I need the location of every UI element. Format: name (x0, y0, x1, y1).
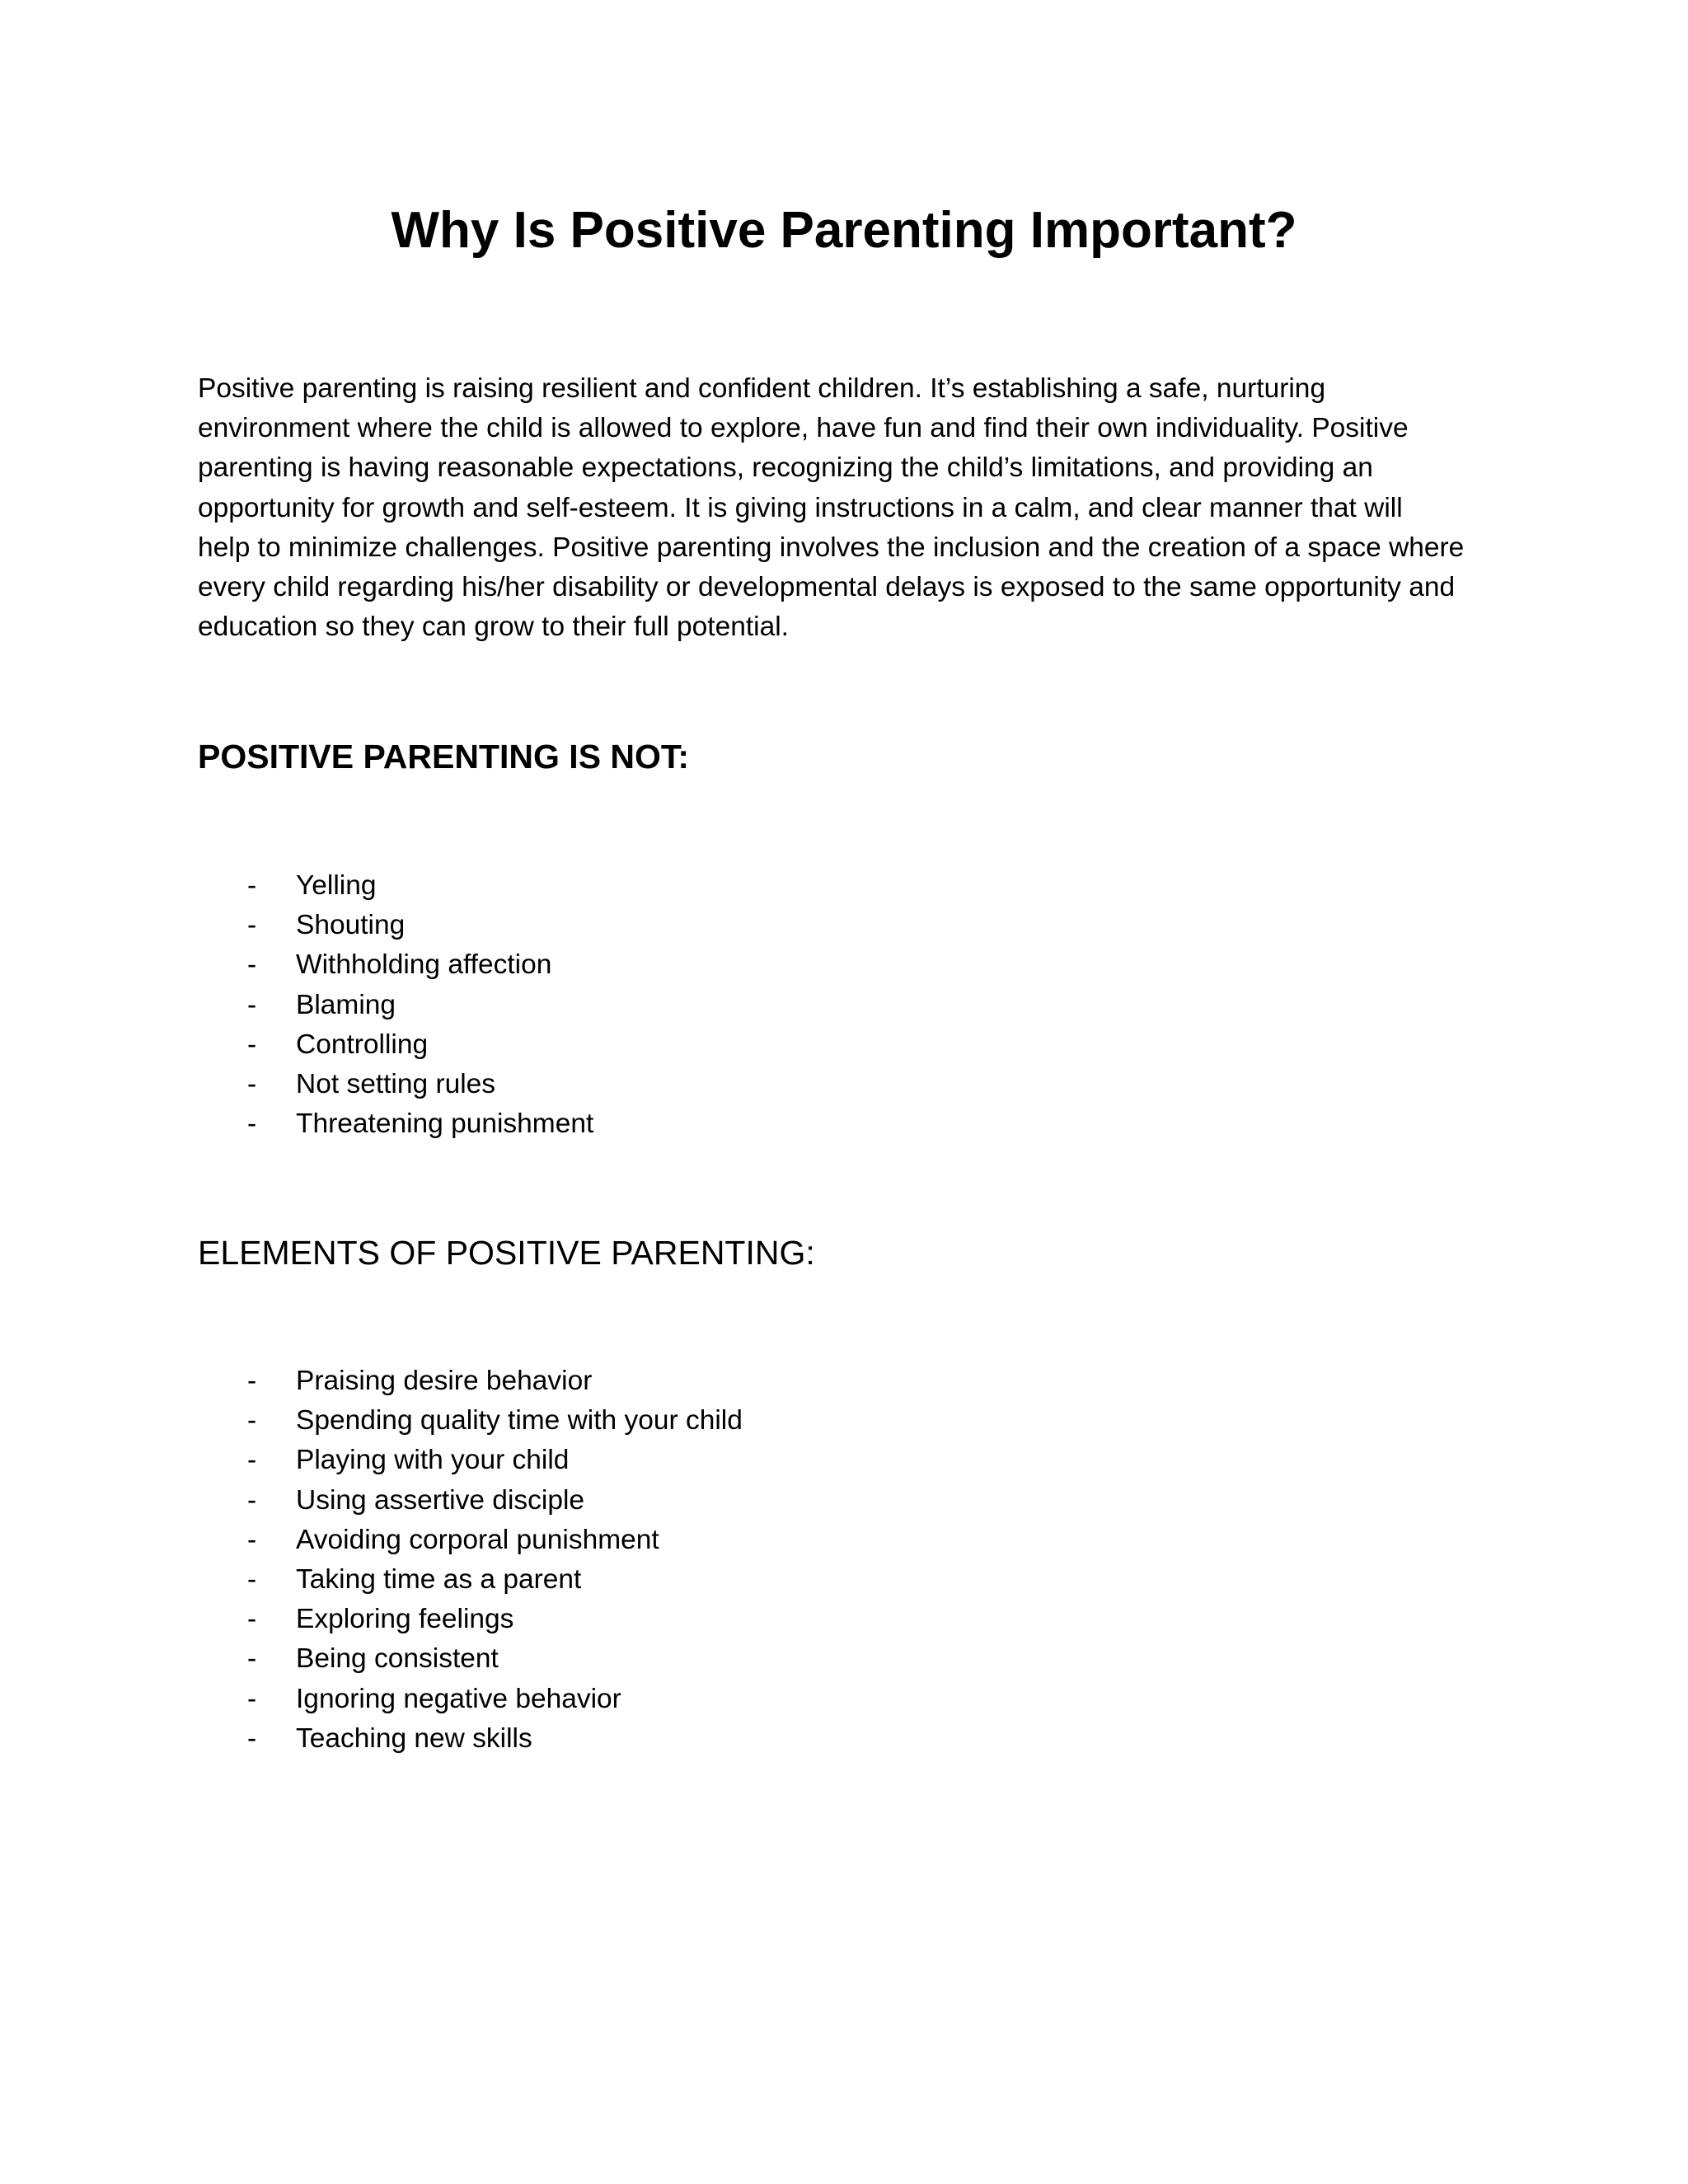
dash-bullet: - (247, 1069, 257, 1100)
dash-bullet: - (247, 1029, 257, 1060)
intro-line: Positive parenting is raising resilient and confident children. It’s establishing a safe, nurturing (198, 373, 1326, 404)
dash-bullet: - (247, 870, 257, 901)
list-item-text: Playing with your child (296, 1445, 570, 1476)
list-item (198, 1104, 593, 1144)
page-title: Why Is Positive Parenting Important? (391, 202, 1297, 259)
list-item (198, 1441, 743, 1480)
dash-bullet: - (247, 1683, 257, 1714)
dash-bullet: - (247, 1564, 257, 1596)
dash-bullet: - (247, 989, 257, 1020)
list-item (198, 1639, 743, 1679)
intro-line: parenting is having reasonable expectations, recognizing the child’s limitations, and providing an (198, 452, 1373, 484)
intro-line: education so they can grow to their full potential. (198, 612, 789, 643)
list-item-text: Not setting rules (296, 1069, 496, 1100)
dash-bullet: - (247, 910, 257, 941)
list-item-text: Using assertive disciple (296, 1484, 585, 1516)
list-item-text: Praising desire behavior (296, 1366, 593, 1396)
list-item (198, 1025, 593, 1065)
list-item (198, 1680, 743, 1719)
list-item-text: Spending quality time with your child (296, 1405, 743, 1436)
list-item (198, 945, 593, 985)
list-item (198, 1719, 743, 1759)
list-item (198, 1481, 743, 1521)
dash-bullet: - (247, 1722, 257, 1754)
intro-line: every child regarding his/her disability or developmental delays is exposed to the same opportunity and (198, 572, 1456, 603)
intro-line: environment where the child is allowed to explore, have fun and find their own individuality. Positive (198, 413, 1409, 444)
dash-bullet: - (247, 1524, 257, 1555)
list-item-text: Taking time as a parent (296, 1564, 582, 1596)
list-item-text: Blaming (296, 989, 396, 1020)
list-item-text: Being consistent (296, 1643, 499, 1675)
intro-paragraph (198, 369, 1500, 647)
intro-line: help to minimize challenges. Positive parenting involves the inclusion and the creation of a space where (198, 532, 1465, 563)
dash-bullet: - (247, 1445, 257, 1476)
list-item (198, 866, 593, 906)
list-item-text: Teaching new skills (296, 1722, 532, 1754)
list-item (198, 1560, 743, 1600)
dash-bullet: - (247, 1405, 257, 1436)
dash-bullet: - (247, 1108, 257, 1140)
dash-bullet: - (247, 1643, 257, 1675)
list-item (198, 1361, 743, 1401)
list-item-text: Ignoring negative behavior (296, 1683, 621, 1714)
list-item-text: Exploring feelings (296, 1604, 514, 1635)
dash-bullet: - (247, 1484, 257, 1516)
list-item-text: Yelling (296, 870, 377, 901)
list-item-text: Withholding affection (296, 949, 552, 981)
section-heading-not: POSITIVE PARENTING IS NOT: (198, 738, 690, 776)
elements-list (198, 1361, 743, 1759)
list-item-text: Threatening punishment (296, 1108, 594, 1140)
list-item (198, 1521, 743, 1560)
list-item-text: Avoiding corporal punishment (296, 1524, 659, 1555)
dash-bullet: - (247, 949, 257, 981)
dash-bullet: - (247, 1604, 257, 1635)
list-item (198, 1065, 593, 1104)
list-item (198, 906, 593, 945)
not-list (198, 866, 593, 1144)
list-item-text: Shouting (296, 910, 406, 941)
list-item (198, 986, 593, 1025)
list-item (198, 1401, 743, 1441)
list-item-text: Controlling (296, 1029, 429, 1060)
list-item (198, 1600, 743, 1639)
section-heading-elements: ELEMENTS OF POSITIVE PARENTING: (198, 1234, 815, 1272)
intro-line: opportunity for growth and self-esteem. It is giving instructions in a calm, and clear manner that will (198, 492, 1403, 523)
dash-bullet: - (247, 1366, 257, 1396)
